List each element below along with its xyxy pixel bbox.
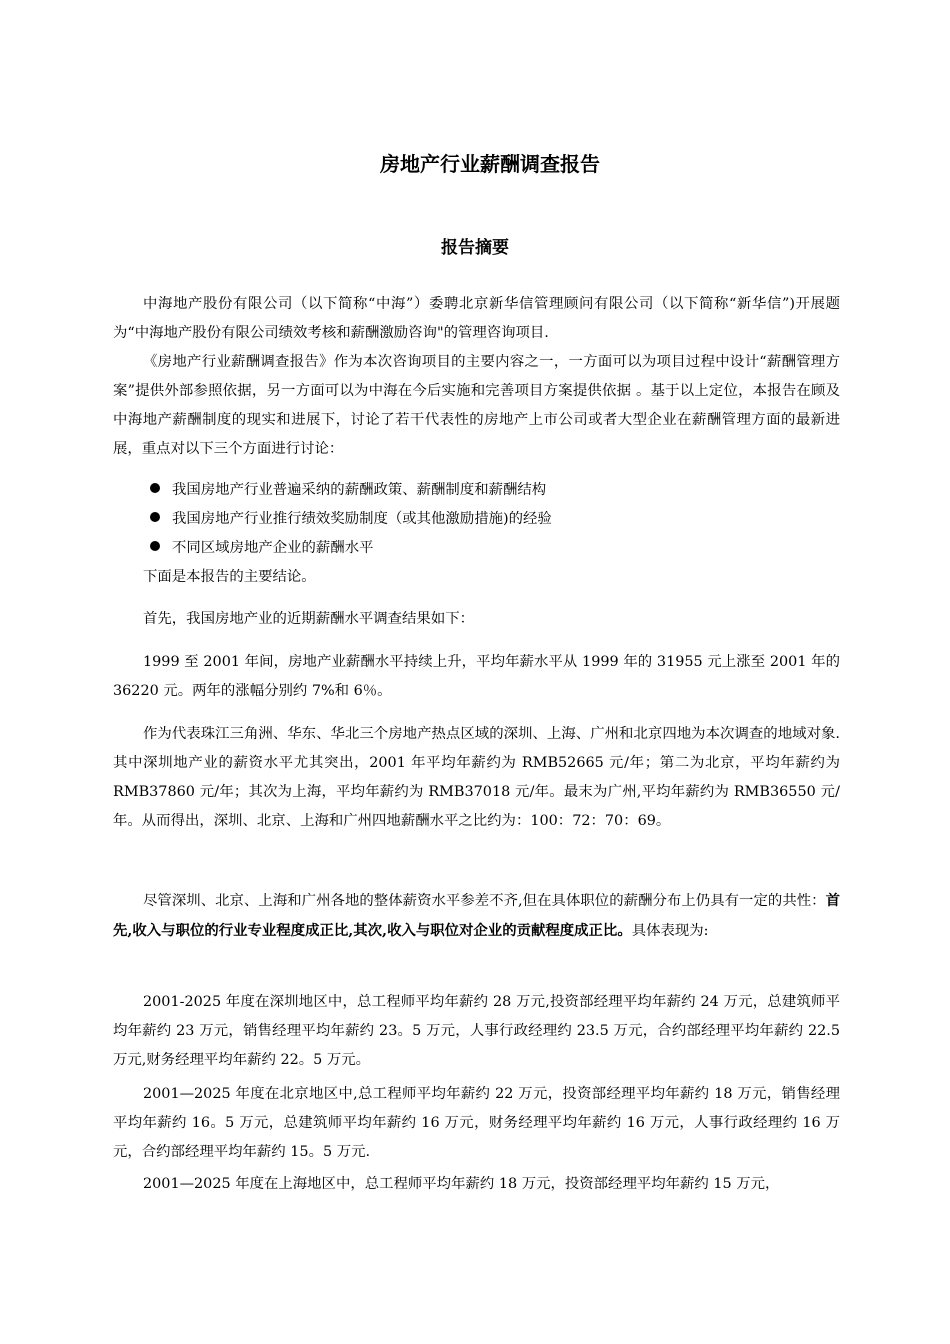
paragraph-salary-pattern bbox=[113, 886, 840, 946]
bullet-icon bbox=[150, 483, 160, 493]
bullet-icon bbox=[150, 541, 160, 551]
paragraph-intro: 中海地产股份有限公司（以下简称“中海”）委聘北京新华信管理顾问有限公司（以下简称“新华信”)开展题为“中海地产股份有限公司绩效考核和薪酬激励咨询"的管理咨询项目. bbox=[113, 296, 840, 341]
pattern-text-start: 尽管深圳、北京、上海和广州各地的整体薪资水平参差不齐,但在具体职位的薪酬分布上仍具有一定的共性： bbox=[143, 893, 826, 909]
pattern-text-end: 具体表现为: bbox=[631, 923, 709, 939]
pattern-text-bold: 首先,收入与职位的行业专业程度成正比,其次,收入与职位对企业的贡献程度成正比。 bbox=[113, 892, 840, 939]
section-heading: 报告摘要 bbox=[441, 238, 509, 258]
paragraph-conclusion-intro: 下面是本报告的主要结论。 bbox=[143, 569, 316, 585]
bullet-text: 我国房地产行业推行绩效奖励制度（或其他激励措施)的经验 bbox=[172, 511, 552, 527]
paragraph-shenzhen: 2001-2025 年度在深圳地区中，总工程师平均年薪约 28 万元,投资部经理平均年薪约 24 万元，总建筑师平均年薪约 23 万元，销售经理平均年薪约 23。5 万元，人事行政经理约 23.5 万元，合约部经理平均年薪约 22.5 万元,财务经理平均年薪约 22。5 万元。 bbox=[113, 994, 840, 1068]
paragraph-survey-intro: 首先，我国房地产业的近期薪酬水平调查结果如下： bbox=[143, 611, 474, 627]
paragraph-shanghai: 2001—2025 年度在上海地区中，总工程师平均年薪约 18 万元，投资部经理平均年薪约 15 万元， bbox=[143, 1176, 780, 1192]
bullet-icon bbox=[150, 512, 160, 522]
bullet-item bbox=[150, 505, 840, 534]
paragraph-regional-salary: 作为代表珠江三角洲、华东、华北三个房地产热点区域的深圳、上海、广州和北京四地为本次调查的地域对象.其中深圳地产业的薪资水平尤其突出，2001 年平均年薪约为 RMB52665 元/年；第二为北京，平均年薪约为 RMB37860 元/年；其次为上海，平均年薪约为 RMB37018 元/年。最末为广州,平均年薪约为 RMB36550 元/年。从而得出，深圳、北京、上海和广州四地薪酬水平之比约为：100：72：70：69。 bbox=[113, 726, 840, 829]
bullet-item bbox=[150, 534, 840, 563]
bullet-text: 我国房地产行业普遍采纳的薪酬政策、薪酬制度和薪酬结构 bbox=[172, 482, 547, 498]
bullet-item bbox=[150, 476, 840, 505]
paragraph-purpose: 《房地产行业薪酬调查报告》作为本次咨询项目的主要内容之一，一方面可以为项目过程中设计“薪酬管理方案”提供外部参照依据，另一方面可以为中海在今后实施和完善项目方案提供依据 。基于以上定位，本报告在顾及中海地产薪酬制度的现实和进展下，讨论了若干代表性的房地产上市公司或者大型企业在薪酬管理方面的最新进展，重点对以下三个方面进行讨论： bbox=[113, 354, 840, 457]
document-title: 房地产行业薪酬调查报告 bbox=[380, 152, 600, 176]
paragraph-beijing: 2001—2025 年度在北京地区中,总工程师平均年薪约 22 万元，投资部经理平均年薪约 18 万元，销售经理平均年薪约 16。5 万元，总建筑师平均年薪约 16 万元，财务经理平均年薪约 16 万元，人事行政经理约 16 万元，合约部经理平均年薪约 15。5 万元. bbox=[113, 1086, 840, 1160]
bullet-text: 不同区域房地产企业的薪酬水平 bbox=[172, 540, 374, 556]
paragraph-salary-trend: 1999 至 2001 年间，房地产业薪酬水平持续上升，平均年薪水平从 1999 年的 31955 元上涨至 2001 年的 36220 元。两年的涨幅分别约 7%和 6％。 bbox=[113, 654, 840, 699]
